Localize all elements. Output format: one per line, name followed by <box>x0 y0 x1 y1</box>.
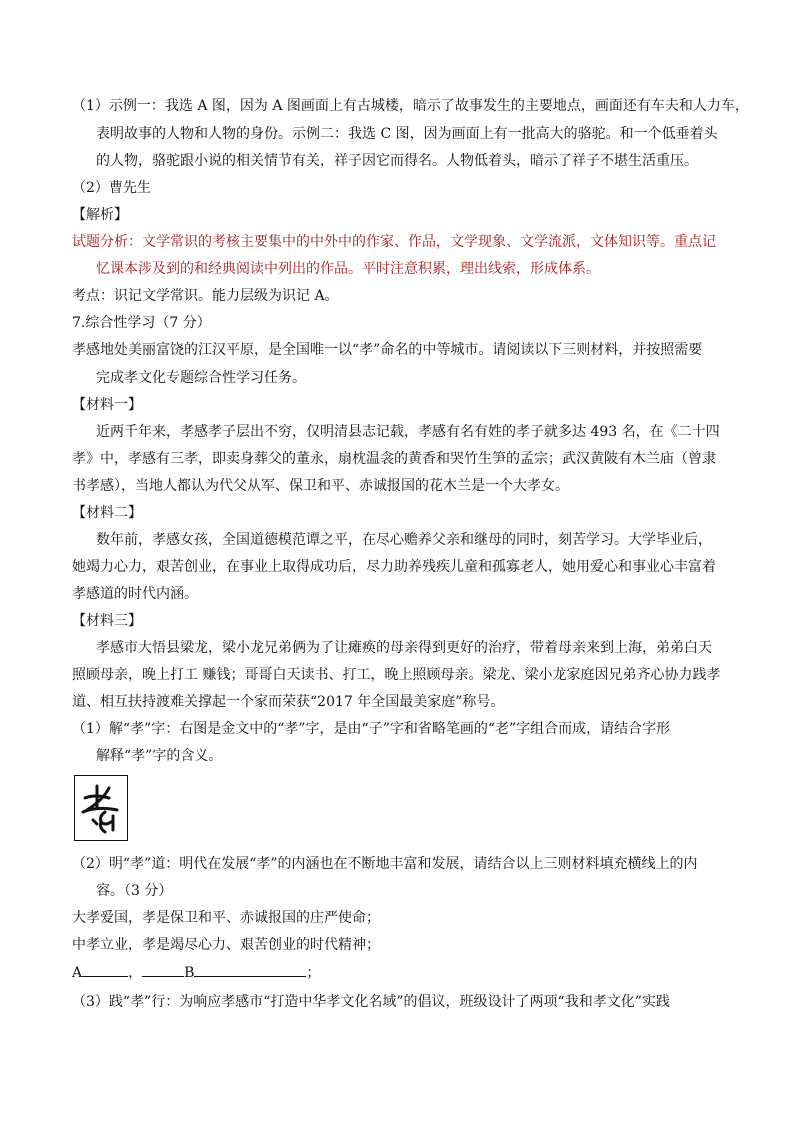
question-7-intro-1: 孝感地处美丽富饶的江汉平原，是全国唯一以“孝”命名的中等城市。请阅读以下三则材料，并按照需要 <box>72 342 703 358</box>
blank-separator: ， <box>128 965 143 981</box>
answer-2: （2）曹先生 <box>72 180 151 196</box>
subquestion-2-line-2: 容。（3 分） <box>96 883 173 899</box>
answer-1-line-2: 表明故事的人物和人物的身份。示例二：我选 C 图，因为画面上有一批高大的骆驼。和一个低垂着头 <box>96 126 718 142</box>
blank-a-label: A <box>72 965 83 981</box>
blank-b-label: B <box>184 965 195 981</box>
subquestion-2-line-1: （2）明“孝”道：明代在发展“孝”的内涵也在不断地丰富和发展，请结合以上三则材料填充横线上的内 <box>72 856 698 872</box>
fill-line-1: 大孝爱国，孝是保卫和平、赤诚报国的庄严使命； <box>72 910 380 926</box>
subquestion-1-line-2: 解释“孝”字的含义。 <box>96 748 223 764</box>
subquestion-1-line-1: （1）解“孝”字：右图是金文中的“孝”字，是由“子”字和省略笔画的“老”字组合而成，请结合字形 <box>72 721 671 737</box>
bronze-script-xiao-character <box>74 775 128 841</box>
subquestion-3-line-1: （3）践“孝”行：为响应孝感市“打造中华孝文化名域”的倡议，班级设计了两项“我和孝文化”实践 <box>72 994 670 1010</box>
material-3-line-2: 照顾母亲，晚上打工 赚钱；哥哥白天读书、打工，晚上照顾母亲。梁龙、梁小龙家庭因兄弟齐心协力践孝 <box>72 667 721 683</box>
material-1-line-3: 书孝感），当地人都认为代父从军、保卫和平、赤诚报国的花木兰是一个大孝女。 <box>72 478 569 494</box>
blank-b-input[interactable] <box>194 962 306 977</box>
material-1-line-1: 近两千年来，孝感孝子层出不穷，仅明清县志记载，孝感有名有姓的孝子就多达 493 名，在《二十四 <box>96 424 720 440</box>
analysis-line-2: 忆课本涉及到的和经典阅读中列出的作品。平时注意积累，理出线索，形成体系。 <box>96 261 600 277</box>
fill-line-2: 中孝立业，孝是竭尽心力、艰苦创业的时代精神； <box>72 937 380 953</box>
question-7-heading: 7.综合性学习（7 分） <box>72 315 211 331</box>
material-2-line-3: 孝感道的时代内涵。 <box>72 586 198 602</box>
blank-a-input[interactable] <box>82 962 128 977</box>
xiao-glyph-icon <box>75 776 126 839</box>
blank-end: ； <box>306 965 321 981</box>
material-3-line-1: 孝感市大悟县梁龙，梁小龙兄弟俩为了让瘫痪的母亲得到更好的治疗，带着母亲来到上海，弟弟白天 <box>96 640 712 656</box>
answer-1-line-3: 的人物，骆驼跟小说的相关情节有关，祥子因它而得名。人物低着头，暗示了祥子不堪生活重压。 <box>96 153 698 169</box>
fill-blank-row <box>72 962 320 983</box>
question-7-intro-2: 完成孝文化专题综合性学习任务。 <box>96 370 306 386</box>
material-3-heading: 【材料三】 <box>72 613 142 629</box>
material-1-line-2: 孝》中，孝感有三孝，即卖身葬父的董永，扇枕温衾的黄香和哭竹生笋的孟宗；武汉黄陂有木兰庙（曾隶 <box>72 451 716 467</box>
material-1-heading: 【材料一】 <box>72 397 142 413</box>
material-2-line-2: 她竭力心力，艰苦创业，在事业上取得成功后，尽力助养残疾儿童和孤寡老人，她用爱心和事业心丰富着 <box>72 559 716 575</box>
material-2-line-1: 数年前，孝感女孩，全国道德模范谭之平，在尽心赡养父亲和继母的同时，刻苦学习。大学毕业后， <box>96 532 712 548</box>
material-2-heading: 【材料二】 <box>72 505 142 521</box>
analysis-heading: 【解析】 <box>72 207 128 223</box>
exam-point: 考点：识记文学常识。能力层级为识记 A。 <box>72 288 339 304</box>
blank-b-input-lead[interactable] <box>142 962 184 977</box>
analysis-line-1: 试题分析：文学常识的考核主要集中的中外中的作家、作品，文学现象、文学流派，文体知识等。重点记 <box>72 234 716 250</box>
answer-1-line-1: （1）示例一：我选 A 图，因为 A 图画面上有古城楼，暗示了故事发生的主要地点，画面还有车夫和人力车， <box>72 98 749 114</box>
material-3-line-3: 道、相互扶持渡难关撑起一个家而荣获“2017 年全国最美家庭”称号。 <box>72 694 505 710</box>
